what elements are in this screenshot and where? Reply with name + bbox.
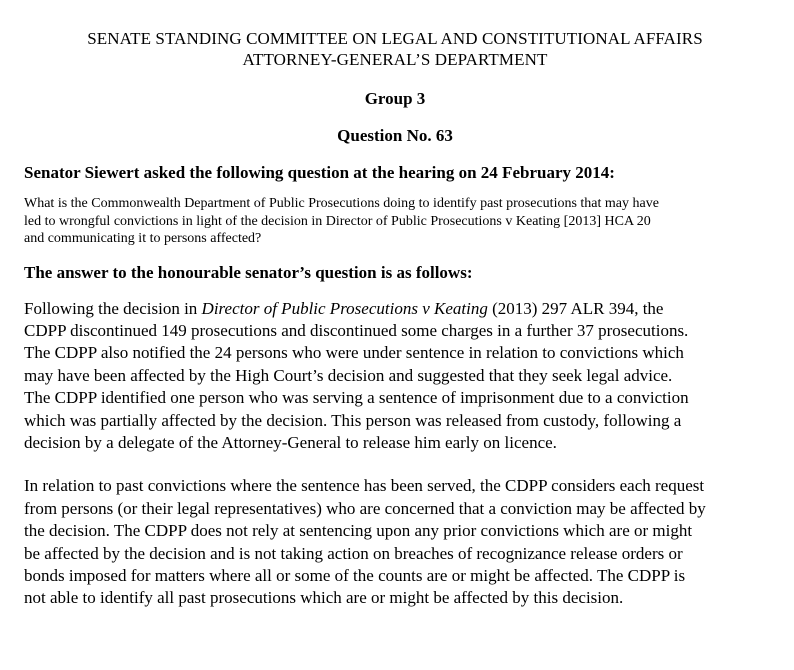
answer-paragraph-2 xyxy=(24,475,769,609)
answer-line: decision by a delegate of the Attorney-General to release him early on licence. xyxy=(24,432,557,452)
answer-line: be affected by the decision and is not taking action on breaches of recognizance release orders or xyxy=(24,543,683,563)
citation-text: (2013) 297 ALR 394, the xyxy=(487,298,664,318)
question-text xyxy=(24,195,769,248)
answer-line: not able to identify all past prosecutions which are or might be affected by this decision. xyxy=(24,588,624,608)
answer-line: In relation to past convictions where the sentence has been served, the CDPP considers each request xyxy=(24,476,705,496)
answer-heading: The answer to the honourable senator’s question is as follows: xyxy=(24,262,473,282)
answer-line: the decision. The CDPP does not rely at sentencing upon any prior convictions which are or might xyxy=(24,521,693,541)
answer-line: may have been affected by the High Court’s decision and suggested that they seek legal advice. xyxy=(24,365,673,385)
question-number: Question No. 63 xyxy=(337,126,453,145)
committee-title: SENATE STANDING COMMITTEE ON LEGAL AND CONSTITUTIONAL AFFAIRS xyxy=(87,29,703,48)
answer-line: The CDPP also notified the 24 persons who were under sentence in relation to convictions which xyxy=(24,343,684,363)
answer-line: which was partially affected by the decision. This person was released from custody, following a xyxy=(24,410,682,430)
question-line: What is the Commonwealth Department of Public Prosecutions doing to identify past prosecutions that may have xyxy=(24,196,659,211)
answer-line: CDPP discontinued 149 prosecutions and discontinued some charges in a further 37 prosecutions. xyxy=(24,320,689,340)
question-line: and communicating it to persons affected? xyxy=(24,231,262,246)
case-name: Director of Public Prosecutions v Keating xyxy=(201,298,488,318)
question-asker-line: Senator Siewert asked the following question at the hearing on 24 February 2014: xyxy=(24,163,615,182)
group-heading: Group 3 xyxy=(364,89,426,108)
answer-line: from persons (or their legal representatives) who are concerned that a conviction may be affected by xyxy=(24,498,706,518)
question-line: led to wrongful convictions in light of the decision in Director of Public Prosecutions v Keating [2013] HCA 20 xyxy=(24,213,651,229)
answer-line: bonds imposed for matters where all or some of the counts are or might be affected. The CDPP is xyxy=(24,565,686,585)
lead-text: Following the decision in xyxy=(24,298,202,318)
answer-paragraph-1-first-line xyxy=(24,298,769,320)
answer-line: The CDPP identified one person who was serving a sentence of imprisonment due to a conviction xyxy=(24,388,689,408)
answer-paragraph-1 xyxy=(24,298,769,455)
department-title: ATTORNEY-GENERAL’S DEPARTMENT xyxy=(242,50,548,69)
